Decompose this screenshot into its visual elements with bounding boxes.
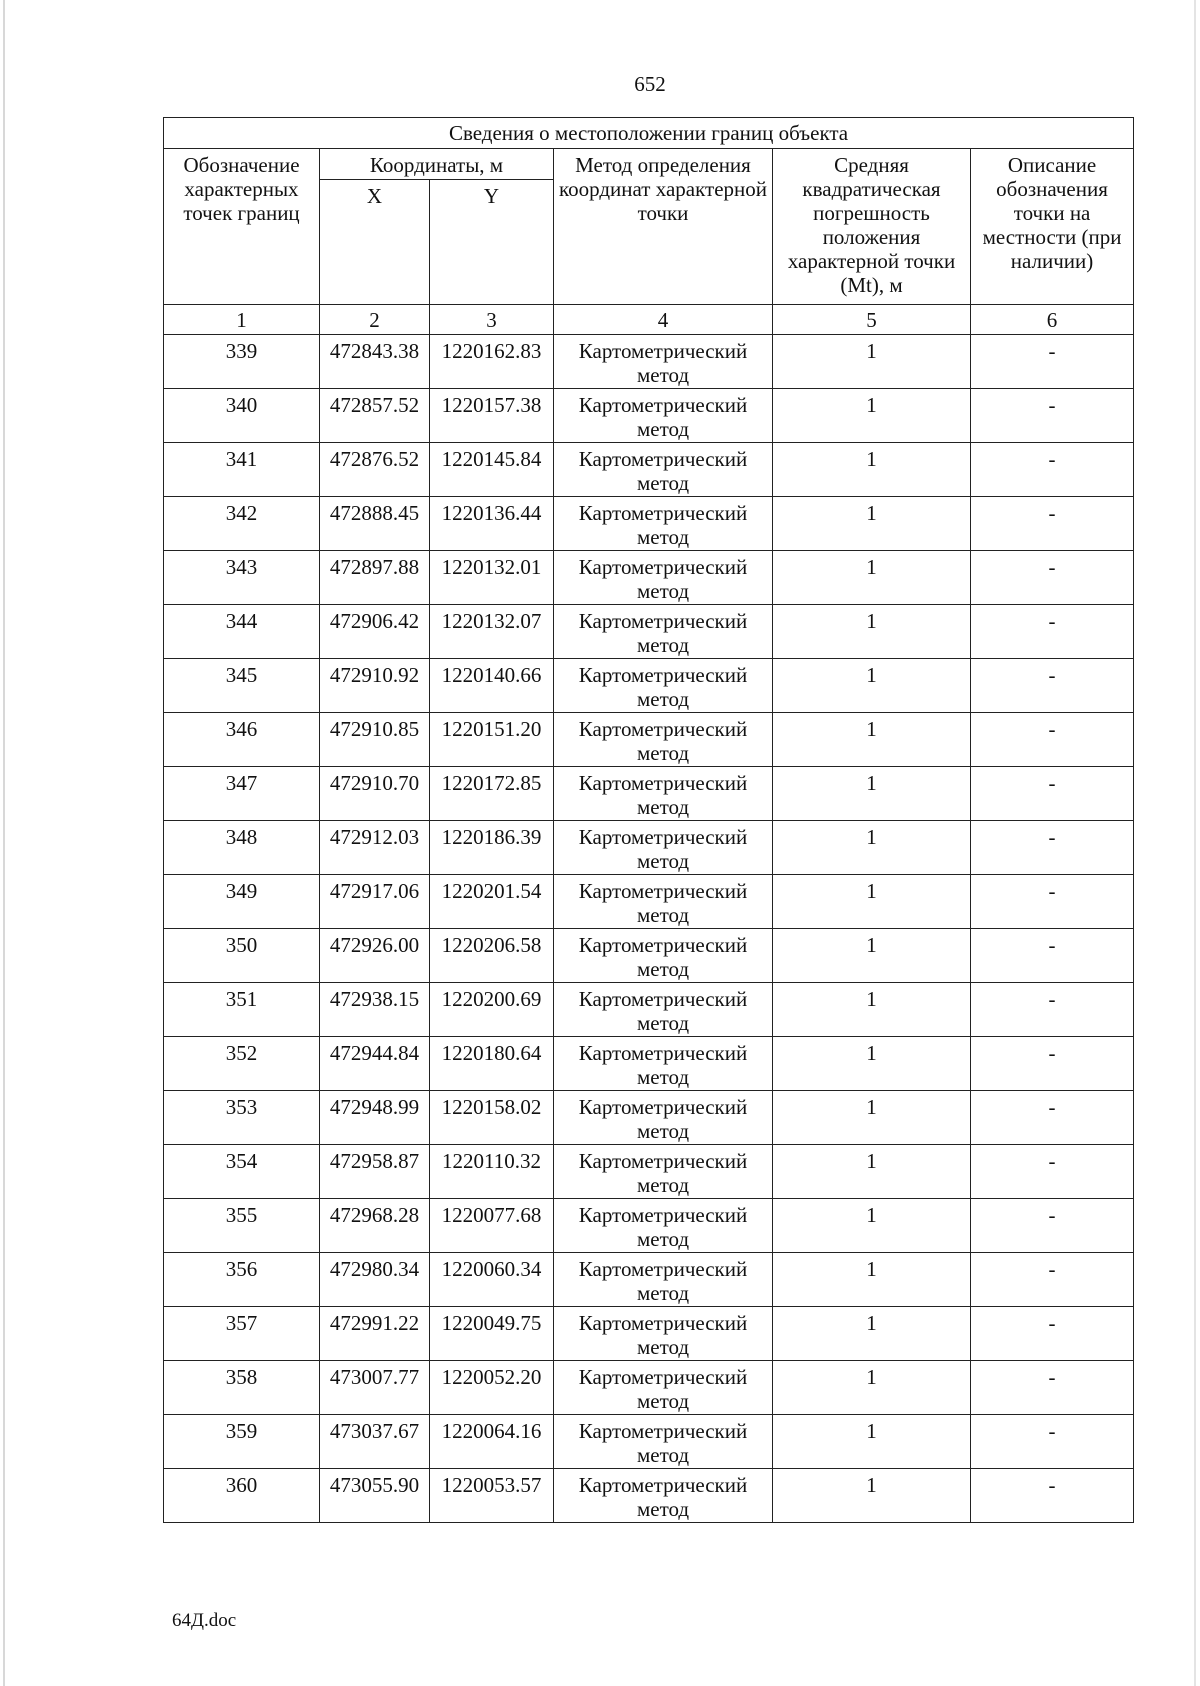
table-row	[164, 1361, 1134, 1415]
method-cell: Картометрический метод	[554, 389, 773, 443]
table-row	[164, 551, 1134, 605]
description-cell: -	[971, 1145, 1134, 1199]
table-row	[164, 929, 1134, 983]
y-cell: 1220064.16	[430, 1415, 554, 1469]
method-cell: Картометрический метод	[554, 1361, 773, 1415]
footer-filename: 64Д.doc	[172, 1610, 237, 1631]
description-cell: -	[971, 767, 1134, 821]
error-cell: 1	[773, 497, 971, 551]
method-cell: Картометрический метод	[554, 1253, 773, 1307]
y-cell: 1220180.64	[430, 1037, 554, 1091]
method-cell: Картометрический метод	[554, 1415, 773, 1469]
error-cell: 1	[773, 1469, 971, 1523]
y-cell: 1220151.20	[430, 713, 554, 767]
table-row	[164, 1091, 1134, 1145]
method-cell: Картометрический метод	[554, 713, 773, 767]
column-number: 2	[320, 305, 430, 335]
x-cell: 472991.22	[320, 1307, 430, 1361]
method-cell: Картометрический метод	[554, 767, 773, 821]
y-cell: 1220077.68	[430, 1199, 554, 1253]
method-cell: Картометрический метод	[554, 551, 773, 605]
x-cell: 472876.52	[320, 443, 430, 497]
y-cell: 1220157.38	[430, 389, 554, 443]
method-cell: Картометрический метод	[554, 1469, 773, 1523]
y-cell: 1220162.83	[430, 335, 554, 389]
y-cell: 1220145.84	[430, 443, 554, 497]
table-row	[164, 335, 1134, 389]
point-cell: 356	[164, 1253, 320, 1307]
method-cell: Картометрический метод	[554, 335, 773, 389]
x-cell: 473007.77	[320, 1361, 430, 1415]
error-cell: 1	[773, 1037, 971, 1091]
x-cell: 472910.70	[320, 767, 430, 821]
y-cell: 1220049.75	[430, 1307, 554, 1361]
x-cell: 472958.87	[320, 1145, 430, 1199]
x-cell: 472968.28	[320, 1199, 430, 1253]
error-cell: 1	[773, 1091, 971, 1145]
header-error: Средняя квадратическая погрешность положения характерной точки (Mt), м	[773, 149, 971, 305]
description-cell: -	[971, 335, 1134, 389]
point-cell: 341	[164, 443, 320, 497]
x-cell: 472857.52	[320, 389, 430, 443]
description-cell: -	[971, 821, 1134, 875]
error-cell: 1	[773, 1415, 971, 1469]
column-number-row	[164, 305, 1134, 335]
method-cell: Картометрический метод	[554, 1145, 773, 1199]
table-row	[164, 443, 1134, 497]
y-cell: 1220110.32	[430, 1145, 554, 1199]
x-cell: 472926.00	[320, 929, 430, 983]
description-cell: -	[971, 1415, 1134, 1469]
error-cell: 1	[773, 443, 971, 497]
point-cell: 354	[164, 1145, 320, 1199]
error-cell: 1	[773, 767, 971, 821]
error-cell: 1	[773, 1361, 971, 1415]
y-cell: 1220158.02	[430, 1091, 554, 1145]
header-description: Описание обозначения точки на местности (при наличии)	[971, 149, 1134, 305]
description-cell: -	[971, 929, 1134, 983]
method-cell: Картометрический метод	[554, 1307, 773, 1361]
table-row	[164, 1307, 1134, 1361]
scan-edge-left	[3, 0, 5, 1686]
point-cell: 351	[164, 983, 320, 1037]
error-cell: 1	[773, 875, 971, 929]
table-row	[164, 875, 1134, 929]
error-cell: 1	[773, 605, 971, 659]
x-cell: 472906.42	[320, 605, 430, 659]
x-cell: 472980.34	[320, 1253, 430, 1307]
error-cell: 1	[773, 1145, 971, 1199]
table-row	[164, 605, 1134, 659]
page-number: 652	[634, 72, 666, 96]
y-cell: 1220132.07	[430, 605, 554, 659]
point-cell: 348	[164, 821, 320, 875]
table-row	[164, 767, 1134, 821]
x-cell: 472948.99	[320, 1091, 430, 1145]
method-cell: Картометрический метод	[554, 659, 773, 713]
description-cell: -	[971, 1469, 1134, 1523]
table-row	[164, 1415, 1134, 1469]
table-row	[164, 1253, 1134, 1307]
table-row	[164, 1145, 1134, 1199]
point-cell: 346	[164, 713, 320, 767]
method-cell: Картометрический метод	[554, 443, 773, 497]
error-cell: 1	[773, 551, 971, 605]
y-cell: 1220201.54	[430, 875, 554, 929]
x-cell: 472910.92	[320, 659, 430, 713]
description-cell: -	[971, 551, 1134, 605]
column-number: 1	[164, 305, 320, 335]
y-cell: 1220172.85	[430, 767, 554, 821]
y-cell: 1220206.58	[430, 929, 554, 983]
y-cell: 1220200.69	[430, 983, 554, 1037]
x-cell: 472843.38	[320, 335, 430, 389]
method-cell: Картометрический метод	[554, 821, 773, 875]
column-number: 4	[554, 305, 773, 335]
y-cell: 1220136.44	[430, 497, 554, 551]
error-cell: 1	[773, 335, 971, 389]
header-method: Метод определения координат характерной точки	[554, 149, 773, 305]
table-row	[164, 1469, 1134, 1523]
x-cell: 472897.88	[320, 551, 430, 605]
scan-edge-right	[1194, 0, 1196, 1686]
y-cell: 1220053.57	[430, 1469, 554, 1523]
point-cell: 359	[164, 1415, 320, 1469]
point-cell: 347	[164, 767, 320, 821]
error-cell: 1	[773, 821, 971, 875]
description-cell: -	[971, 443, 1134, 497]
method-cell: Картометрический метод	[554, 983, 773, 1037]
method-cell: Картометрический метод	[554, 875, 773, 929]
description-cell: -	[971, 713, 1134, 767]
y-cell: 1220132.01	[430, 551, 554, 605]
y-cell: 1220060.34	[430, 1253, 554, 1307]
x-cell: 472944.84	[320, 1037, 430, 1091]
point-cell: 360	[164, 1469, 320, 1523]
method-cell: Картометрический метод	[554, 605, 773, 659]
table-row	[164, 1199, 1134, 1253]
point-cell: 342	[164, 497, 320, 551]
error-cell: 1	[773, 659, 971, 713]
description-cell: -	[971, 605, 1134, 659]
column-number: 6	[971, 305, 1134, 335]
description-cell: -	[971, 1361, 1134, 1415]
error-cell: 1	[773, 1253, 971, 1307]
description-cell: -	[971, 497, 1134, 551]
x-cell: 473037.67	[320, 1415, 430, 1469]
point-cell: 349	[164, 875, 320, 929]
column-number: 3	[430, 305, 554, 335]
description-cell: -	[971, 875, 1134, 929]
description-cell: -	[971, 1091, 1134, 1145]
point-cell: 340	[164, 389, 320, 443]
description-cell: -	[971, 1037, 1134, 1091]
error-cell: 1	[773, 1307, 971, 1361]
table-row	[164, 497, 1134, 551]
x-cell: 472938.15	[320, 983, 430, 1037]
error-cell: 1	[773, 929, 971, 983]
error-cell: 1	[773, 983, 971, 1037]
y-cell: 1220052.20	[430, 1361, 554, 1415]
header-coordinates: Координаты, м	[320, 149, 554, 180]
table-row	[164, 983, 1134, 1037]
table-caption: Сведения о местоположении границ объекта	[164, 118, 1134, 149]
error-cell: 1	[773, 389, 971, 443]
point-cell: 352	[164, 1037, 320, 1091]
point-cell: 343	[164, 551, 320, 605]
header-designation: Обозначение характерных точек границ	[164, 149, 320, 305]
x-cell: 472888.45	[320, 497, 430, 551]
point-cell: 353	[164, 1091, 320, 1145]
table-row	[164, 821, 1134, 875]
point-cell: 344	[164, 605, 320, 659]
header-x: X	[320, 180, 430, 305]
method-cell: Картометрический метод	[554, 497, 773, 551]
table-row	[164, 659, 1134, 713]
point-cell: 339	[164, 335, 320, 389]
y-cell: 1220186.39	[430, 821, 554, 875]
point-cell: 350	[164, 929, 320, 983]
table-row	[164, 389, 1134, 443]
table-body	[164, 335, 1134, 1523]
x-cell: 473055.90	[320, 1469, 430, 1523]
table-row	[164, 713, 1134, 767]
description-cell: -	[971, 1199, 1134, 1253]
description-cell: -	[971, 1253, 1134, 1307]
x-cell: 472910.85	[320, 713, 430, 767]
description-cell: -	[971, 983, 1134, 1037]
x-cell: 472912.03	[320, 821, 430, 875]
column-number: 5	[773, 305, 971, 335]
point-cell: 357	[164, 1307, 320, 1361]
point-cell: 345	[164, 659, 320, 713]
method-cell: Картометрический метод	[554, 1037, 773, 1091]
point-cell: 355	[164, 1199, 320, 1253]
description-cell: -	[971, 659, 1134, 713]
error-cell: 1	[773, 1199, 971, 1253]
table-row	[164, 1037, 1134, 1091]
header-y: Y	[430, 180, 554, 305]
method-cell: Картометрический метод	[554, 1091, 773, 1145]
error-cell: 1	[773, 713, 971, 767]
point-cell: 358	[164, 1361, 320, 1415]
x-cell: 472917.06	[320, 875, 430, 929]
method-cell: Картометрический метод	[554, 929, 773, 983]
description-cell: -	[971, 1307, 1134, 1361]
y-cell: 1220140.66	[430, 659, 554, 713]
method-cell: Картометрический метод	[554, 1199, 773, 1253]
description-cell: -	[971, 389, 1134, 443]
boundary-table	[163, 117, 1134, 1523]
boundary-table-container	[163, 117, 1133, 1523]
